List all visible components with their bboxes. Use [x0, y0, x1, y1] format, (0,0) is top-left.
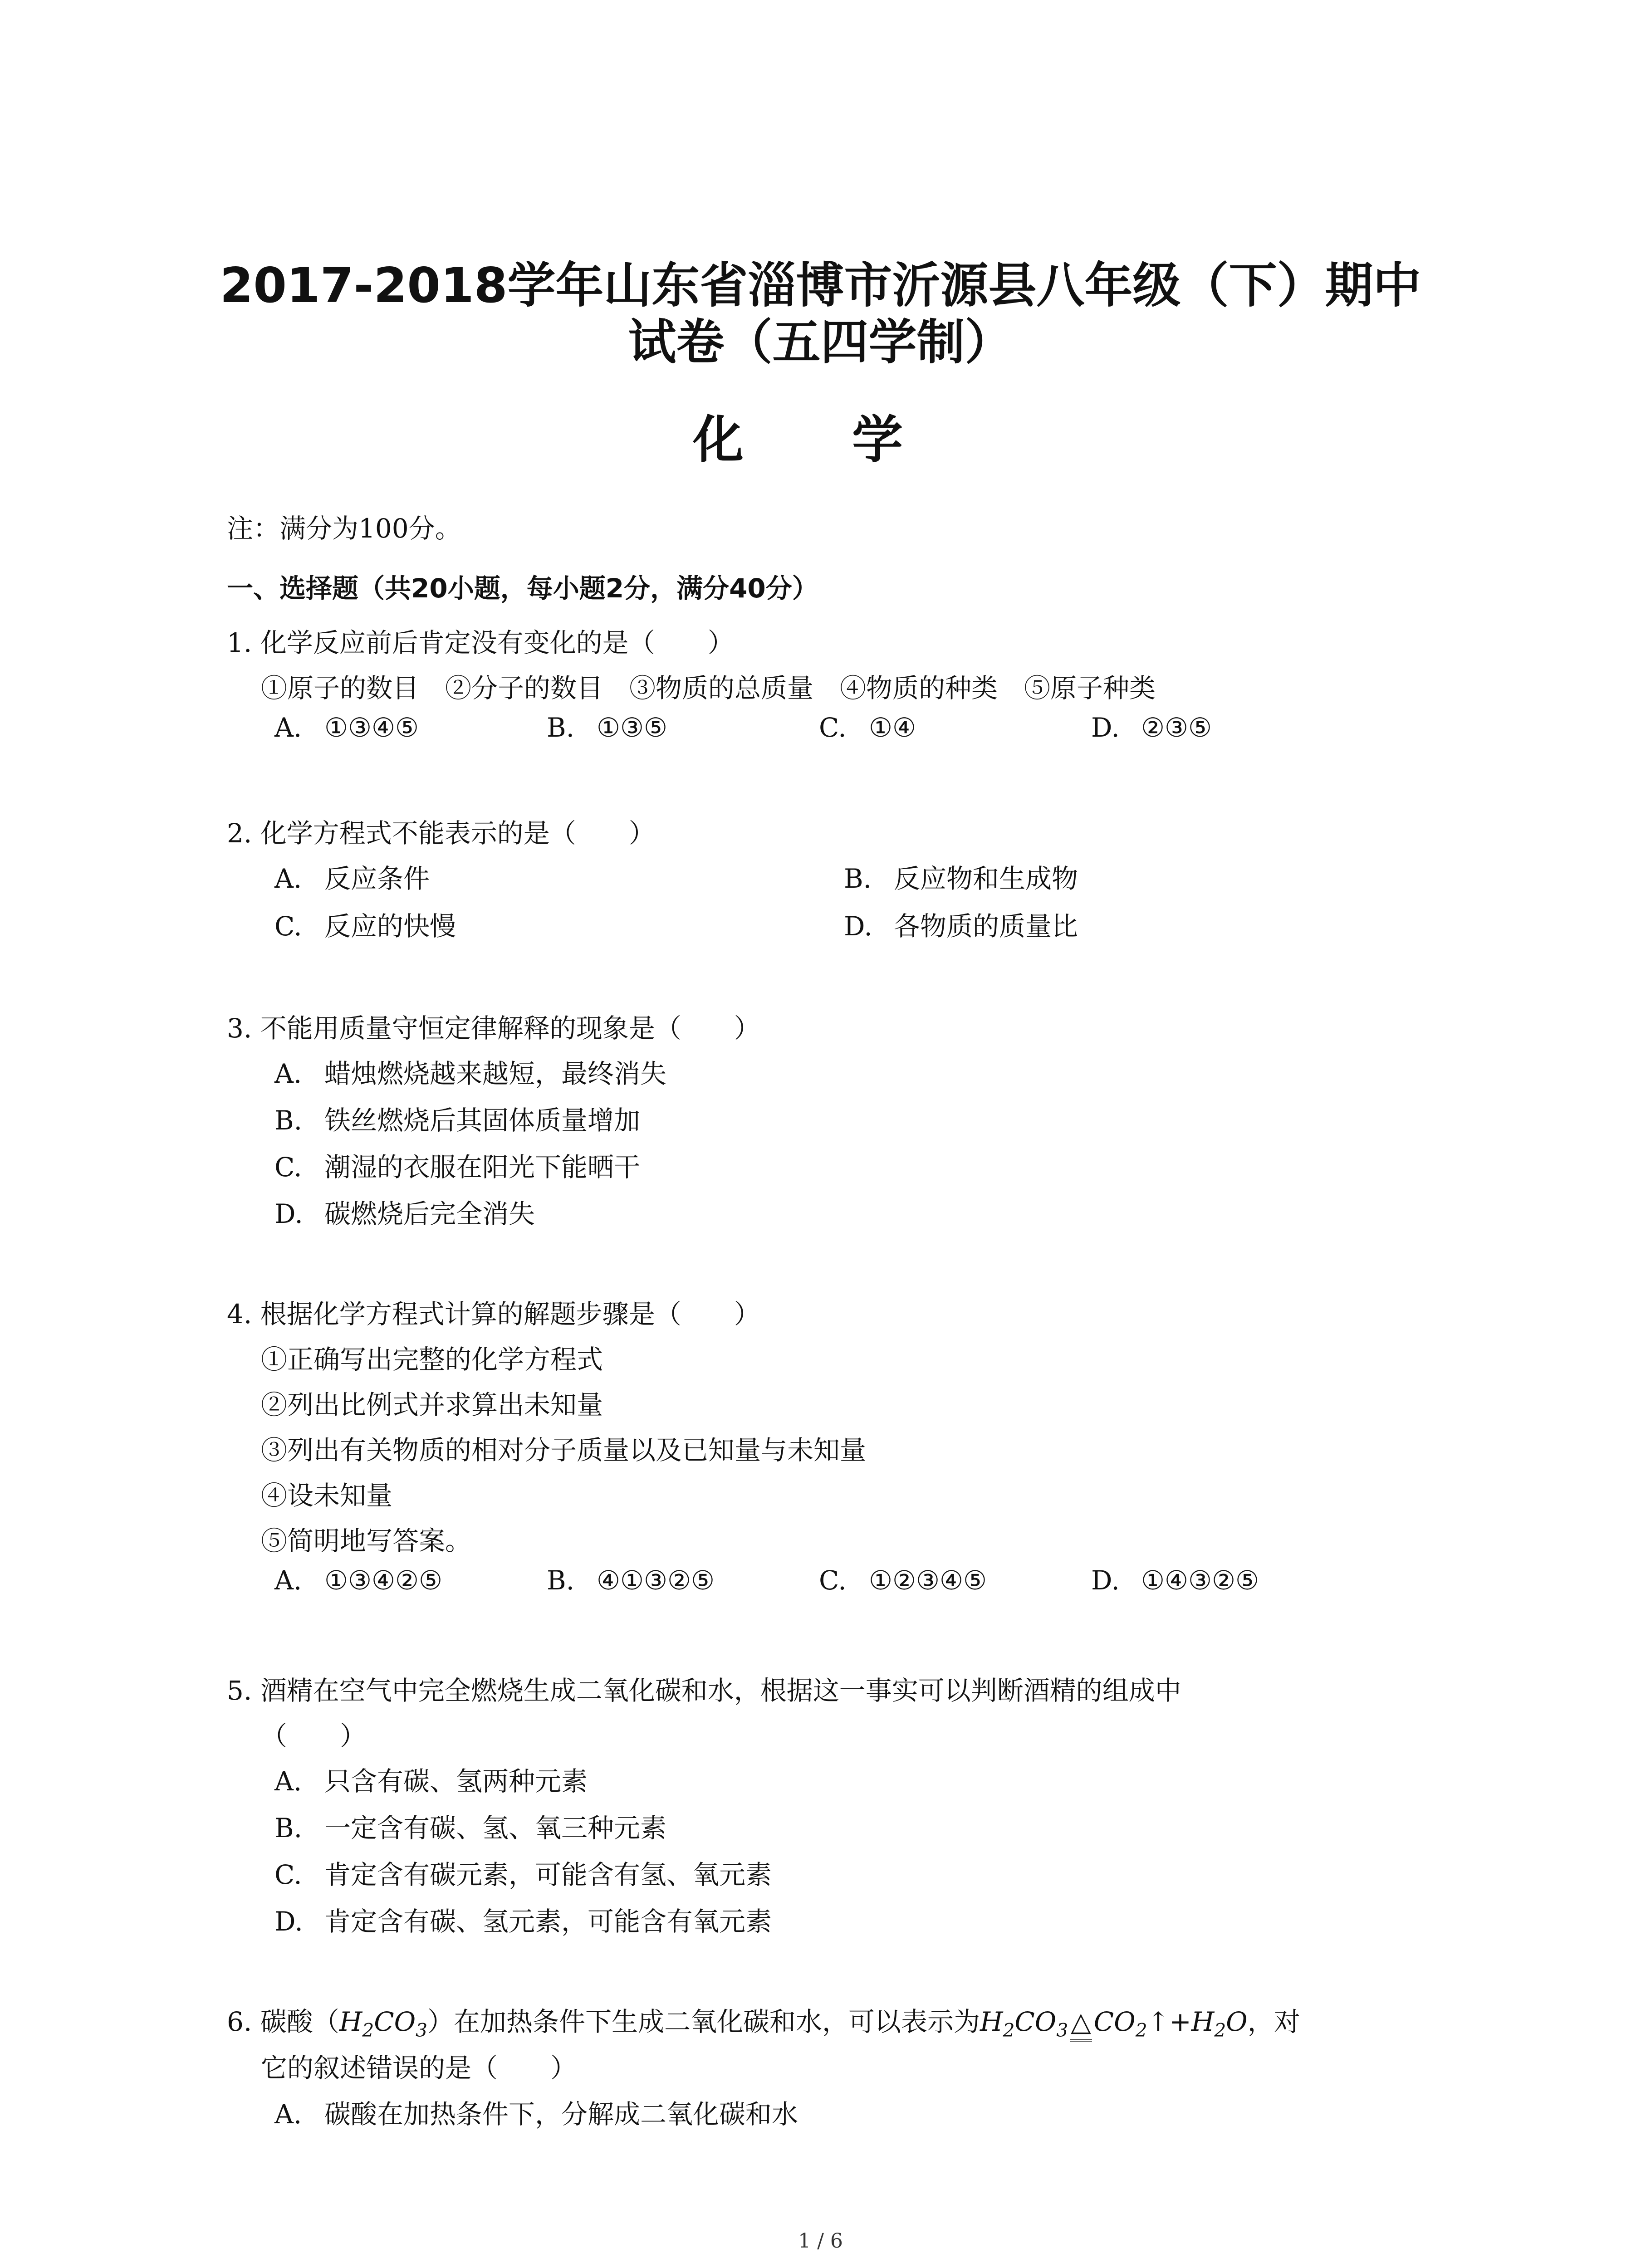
- question-4-step-4: ④设未知量: [261, 1480, 393, 1511]
- title-line-1: 2017-2018学年山东省淄博市沂源县八年级（下）期中: [220, 258, 1421, 313]
- option-3b: B. 铁丝燃烧后其固体质量增加: [274, 1105, 641, 1136]
- option-3a: A. 蜡烛燃烧越来越短，最终消失: [274, 1058, 667, 1089]
- option-4c: C. ①②③④⑤: [819, 1565, 987, 1596]
- question-5-stem-cont: （ ）: [261, 1721, 367, 1751]
- option-2a: A. 反应条件: [274, 863, 430, 894]
- score-note: 注：满分为100分。: [227, 513, 461, 544]
- option-5c: C. 肯定含有碳元素，可能含有氢、氧元素: [274, 1859, 772, 1890]
- option-5a: A. 只含有碳、氢两种元素: [274, 1766, 588, 1797]
- section-heading: 一、选择题（共20小题，每小题2分，满分40分）: [227, 573, 818, 604]
- subject-title: 化 学: [693, 411, 948, 469]
- question-2-stem: 2. 化学方程式不能表示的是（ ）: [227, 818, 655, 849]
- question-4-stem: 4. 根据化学方程式计算的解题步骤是（ ）: [227, 1299, 760, 1330]
- option-4b: B. ④①③②⑤: [547, 1565, 715, 1596]
- equation-product-h2o: $+H_2O$: [1169, 2006, 1248, 2041]
- question-1-items: ①原子的数目 ②分子的数目 ③物质的总质量 ④物质的种类 ⑤原子种类: [261, 673, 1156, 704]
- option-5b: B. 一定含有碳、氢、氧三种元素: [274, 1813, 667, 1843]
- question-4-step-5: ⑤简明地写答案。: [261, 1525, 472, 1556]
- option-4a: A. ①③④②⑤: [274, 1565, 442, 1596]
- question-6-stem: 6. 碳酸$(H_2CO_3)$在加热条件下生成二氧化碳和水，可以表示为$H_2CO_3$ △ $CO_2↑+H_2O$，对: [227, 2006, 1300, 2041]
- equation-reactant: $H_2CO_3$: [980, 2006, 1068, 2041]
- question-6-stem-cont: 它的叙述错误的是（ ）: [261, 2053, 577, 2083]
- heat-delta-symbol: △: [1068, 2006, 1094, 2037]
- option-1d: D. ②③⑤: [1091, 712, 1212, 743]
- option-3c: C. 潮湿的衣服在阳光下能晒干: [274, 1152, 641, 1183]
- gas-arrow: ↑: [1147, 2006, 1170, 2037]
- question-4-step-3: ③列出有关物质的相对分子质量以及已知量与未知量: [261, 1435, 867, 1466]
- option-2c: C. 反应的快慢: [274, 911, 456, 942]
- option-1c: C. ①④: [819, 712, 916, 743]
- equation-product-co2: $CO_2$: [1093, 2006, 1147, 2041]
- question-5-stem: 5. 酒精在空气中完全燃烧生成二氧化碳和水，根据这一事实可以判断酒精的组成中: [227, 1675, 1181, 1706]
- option-1a: A. ①③④⑤: [274, 712, 419, 743]
- question-1-stem: 1. 化学反应前后肯定没有变化的是（ ）: [227, 627, 734, 658]
- option-2b: B. 反应物和生成物: [844, 863, 1078, 894]
- title-line-2: 试卷（五四学制）: [628, 314, 1013, 370]
- question-3-stem: 3. 不能用质量守恒定律解释的现象是（ ）: [227, 1013, 760, 1044]
- option-5d: D. 肯定含有碳、氢元素，可能含有氧元素: [274, 1906, 772, 1937]
- option-3d: D. 碳燃烧后完全消失: [274, 1198, 535, 1229]
- option-1b: B. ①③⑤: [547, 712, 667, 743]
- question-4-step-1: ①正确写出完整的化学方程式: [261, 1344, 603, 1375]
- option-6a: A. 碳酸在加热条件下，分解成二氧化碳和水: [274, 2099, 798, 2130]
- question-4-step-2: ②列出比例式并求算出未知量: [261, 1389, 603, 1420]
- option-4d: D. ①④③②⑤: [1091, 1565, 1259, 1596]
- formula-h2co3: $H_2CO_3$: [339, 2006, 427, 2041]
- page-number: 1 / 6: [798, 2229, 843, 2253]
- option-2d: D. 各物质的质量比: [844, 911, 1078, 942]
